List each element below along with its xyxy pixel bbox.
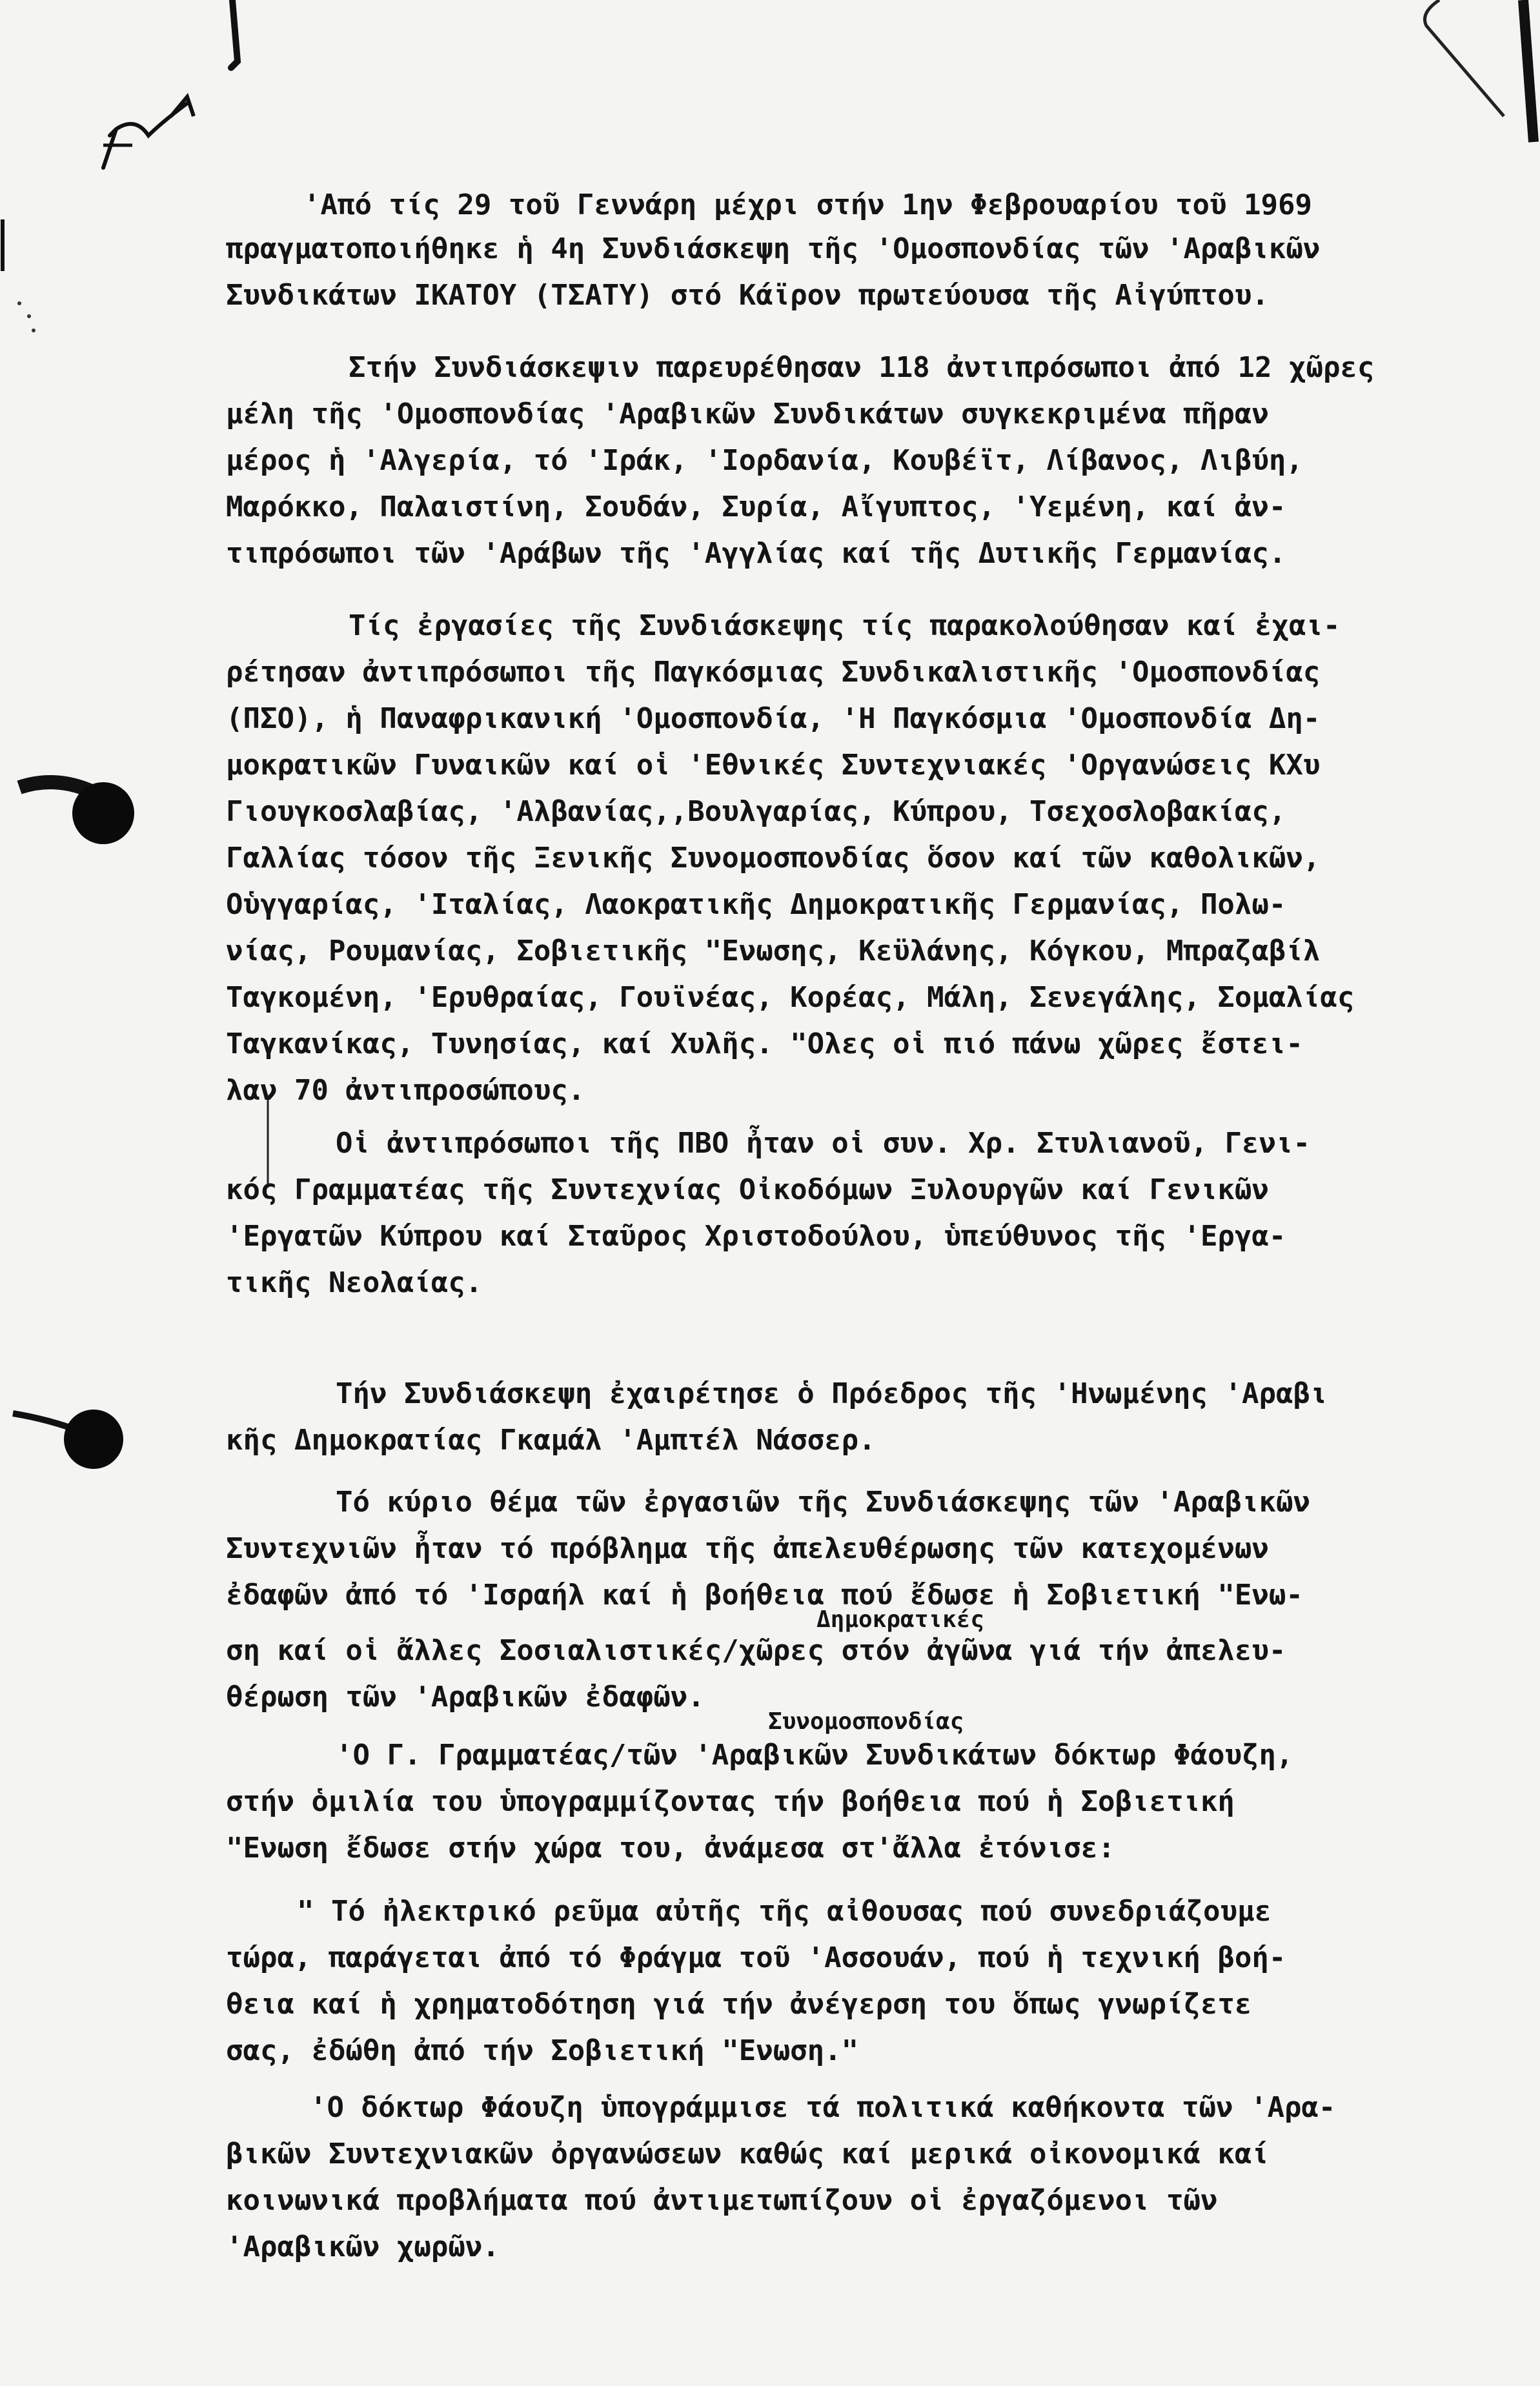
text-line-6: μέρος ἡ 'Αλγερία, τό 'Ιράκ, 'Ιορδανία, Κουβέϊτ, Λίβανος, Λιβύη, xyxy=(226,444,1303,477)
text-line-1: 'Από τίς 29 τοῦ Γεννάρη μέχρι στήν 1ην Φεβρουαρίου τοῦ 1969 xyxy=(303,188,1312,221)
interlinear-insertion-1: Δημοκρατικές xyxy=(816,1606,985,1633)
top-left-scan-mark-icon xyxy=(213,0,252,71)
text-line-4: Στήν Συνδιάσκεψιν παρευρέθησαν 118 ἀντιπρόσωποι ἀπό 12 χῶρες xyxy=(349,351,1375,384)
text-line-5: μέλη τῆς 'Ομοσπονδίας 'Αραβικῶν Συνδικάτων συγκεκριμένα πῆραν xyxy=(226,398,1269,430)
text-line-11: (ΠΣΟ), ἡ Παναφρικανική 'Ομοσπονδία, 'Η Παγκόσμια 'Ομοσπονδία Δη- xyxy=(226,702,1321,735)
text-line-7: Μαρόκκο, Παλαιστίνη, Σουδάν, Συρία, Αἴγυπτος, 'Υεμένη, καί ἀν- xyxy=(226,490,1286,523)
text-line-34: " Τό ἠλεκτρικό ρεῦμα αὐτῆς τῆς αἰθουσας πού συνεδριάζουμε xyxy=(297,1895,1272,1928)
text-line-33: "Ενωση ἔδωσε στήν χώρα του, ἀνάμεσα στ'ἄλλα ἐτόνισε: xyxy=(226,1832,1115,1865)
text-line-29: ση καί οἱ ἄλλες Σοσιαλιστικές/χῶρες στόν ἀγῶνα γιά τήν ἀπελευ- xyxy=(226,1634,1286,1667)
text-line-31: 'Ο Γ. Γραμματέας/τῶν 'Αραβικῶν Συνδικάτων δόκτωρ Φάουζη, xyxy=(336,1739,1293,1772)
punch-hole-upper-icon xyxy=(6,749,136,858)
text-line-28: ἐδαφῶν ἀπό τό 'Ισραήλ καί ἡ βοήθεια πού ἔδωσε ἡ Σοβιετική "Ενω- xyxy=(226,1579,1303,1612)
text-line-32: στήν ὁμιλία του ὑπογραμμίζοντας τήν βοήθεια πού ἡ Σοβιετική xyxy=(226,1785,1235,1818)
text-line-36: θεια καί ἡ χρηματοδότηση γιά τήν ἀνέγερση του ὅπως γνωρίζετε xyxy=(226,1988,1252,2021)
text-line-14: Γαλλίας τόσον τῆς Ξενικῆς Συνομοσπονδίας ὅσον καί τῶν καθολικῶν, xyxy=(226,842,1321,875)
text-line-18: Ταγκανίκας, Τυνησίας, καί Χυλῆς. "Ολες οἱ πιό πάνω χῶρες ἔστει- xyxy=(226,1027,1303,1060)
text-line-16: νίας, Ρουμανίας, Σοβιετικῆς "Ενωσης, Κεϋλάνης, Κόγκου, Μπραζαβίλ xyxy=(226,935,1321,967)
text-line-3: Συνδικάτων ΙΚΑΤΟΥ (ΤΣΑΤΥ) στό Κάϊρον πρωτεύουσα τῆς Αἰγύπτου. xyxy=(226,279,1269,312)
text-line-25: κῆς Δημοκρατίας Γκαμάλ 'Αμπτέλ Νάσσερ. xyxy=(226,1424,876,1457)
top-right-corner-mark-icon xyxy=(1413,0,1540,168)
text-line-10: ρέτησαν ἀντιπρόσωποι τῆς Παγκόσμιας Συνδικαλιστικῆς 'Ομοσπονδίας xyxy=(226,656,1321,689)
text-line-37: σας, ἐδώθη ἀπό τήν Σοβιετική "Ενωση." xyxy=(226,2034,859,2067)
text-line-20: Οἱ ἀντιπρόσωποι τῆς ΠΒΟ ἦταν οἱ συν. Χρ. Στυλιανοῦ, Γενι- xyxy=(336,1127,1310,1160)
text-line-13: Γιουγκοσλαβίας, 'Αλβανίας,,Βουλγαρίας, Κύπρου, Τσεχοσλοβακίας, xyxy=(226,795,1286,828)
text-line-39: βικῶν Συντεχνιακῶν ὀργανώσεων καθώς καί μερικά οἰκονομικά καί xyxy=(226,2138,1269,2170)
text-line-9: Τίς ἐργασίες τῆς Συνδιάσκεψης τίς παρακολούθησαν καί ἐχαι- xyxy=(349,609,1341,642)
text-line-30: θέρωση τῶν 'Αραβικῶν ἐδαφῶν. xyxy=(226,1681,705,1714)
text-line-40: κοινωνικά προβλήματα πού ἀντιμετωπίζουν οἱ ἐργαζόμενοι τῶν xyxy=(226,2184,1218,2217)
text-line-26: Τό κύριο θέμα τῶν ἐργασιῶν τῆς Συνδιάσκεψης τῶν 'Αραβικῶν xyxy=(336,1486,1310,1519)
text-line-35: τώρα, παράγεται ἀπό τό Φράγμα τοῦ 'Ασσουάν, πού ἡ τεχνική βοή- xyxy=(226,1941,1286,1974)
left-edge-dots-icon xyxy=(0,219,39,349)
punch-hole-lower-icon xyxy=(6,1388,136,1491)
text-line-8: τιπρόσωποι τῶν 'Αράβων τῆς 'Αγγλίας καί τῆς Δυτικῆς Γερμανίας. xyxy=(226,537,1286,570)
text-line-22: 'Εργατῶν Κύπρου καί Σταῦρος Χριστοδούλου, ὑπεύθυνος τῆς 'Εργα- xyxy=(226,1220,1286,1253)
text-line-41: 'Αραβικῶν χωρῶν. xyxy=(226,2230,500,2263)
text-line-15: Οὑγγαρίας, 'Ιταλίας, Λαοκρατικῆς Δημοκρατικῆς Γερμανίας, Πολω- xyxy=(226,888,1286,921)
interlinear-insertion-2: Συνομοσπονδίας xyxy=(768,1708,964,1735)
text-line-23: τικῆς Νεολαίας. xyxy=(226,1266,483,1299)
text-line-38: 'Ο δόκτωρ Φάουζη ὑπογράμμισε τά πολιτικά καθήκοντα τῶν 'Αρα- xyxy=(310,2091,1336,2124)
text-line-27: Συντεχνιῶν ἦταν τό πρόβλημα τῆς ἀπελευθέρωσης τῶν κατεχομένων xyxy=(226,1532,1269,1565)
text-line-24: Τήν Συνδιάσκεψη ἐχαιρέτησε ὁ Πρόεδρος τῆς 'Ηνωμένης 'Αραβι xyxy=(336,1377,1328,1410)
text-line-12: μοκρατικῶν Γυναικῶν καί οἱ 'Εθνικές Συντεχνιακές 'Οργανώσεις ΚΧυ xyxy=(226,749,1321,782)
text-line-21: κός Γραμματέας τῆς Συντεχνίας Οἰκοδόμων Ξυλουργῶν καί Γενικῶν xyxy=(226,1173,1269,1206)
handwritten-initial-icon xyxy=(90,90,200,174)
text-line-17: Ταγκομένη, 'Ερυθραίας, Γουϊνέας, Κορέας, Μάλη, Σενεγάλης, Σομαλίας xyxy=(226,981,1355,1014)
text-line-2: πραγματοποιήθηκε ἡ 4η Συνδιάσκεψη τῆς 'Ομοσπονδίας τῶν 'Αραβικῶν xyxy=(226,232,1321,265)
text-line-19: λαν 70 ἀντιπροσώπους. xyxy=(226,1074,585,1107)
